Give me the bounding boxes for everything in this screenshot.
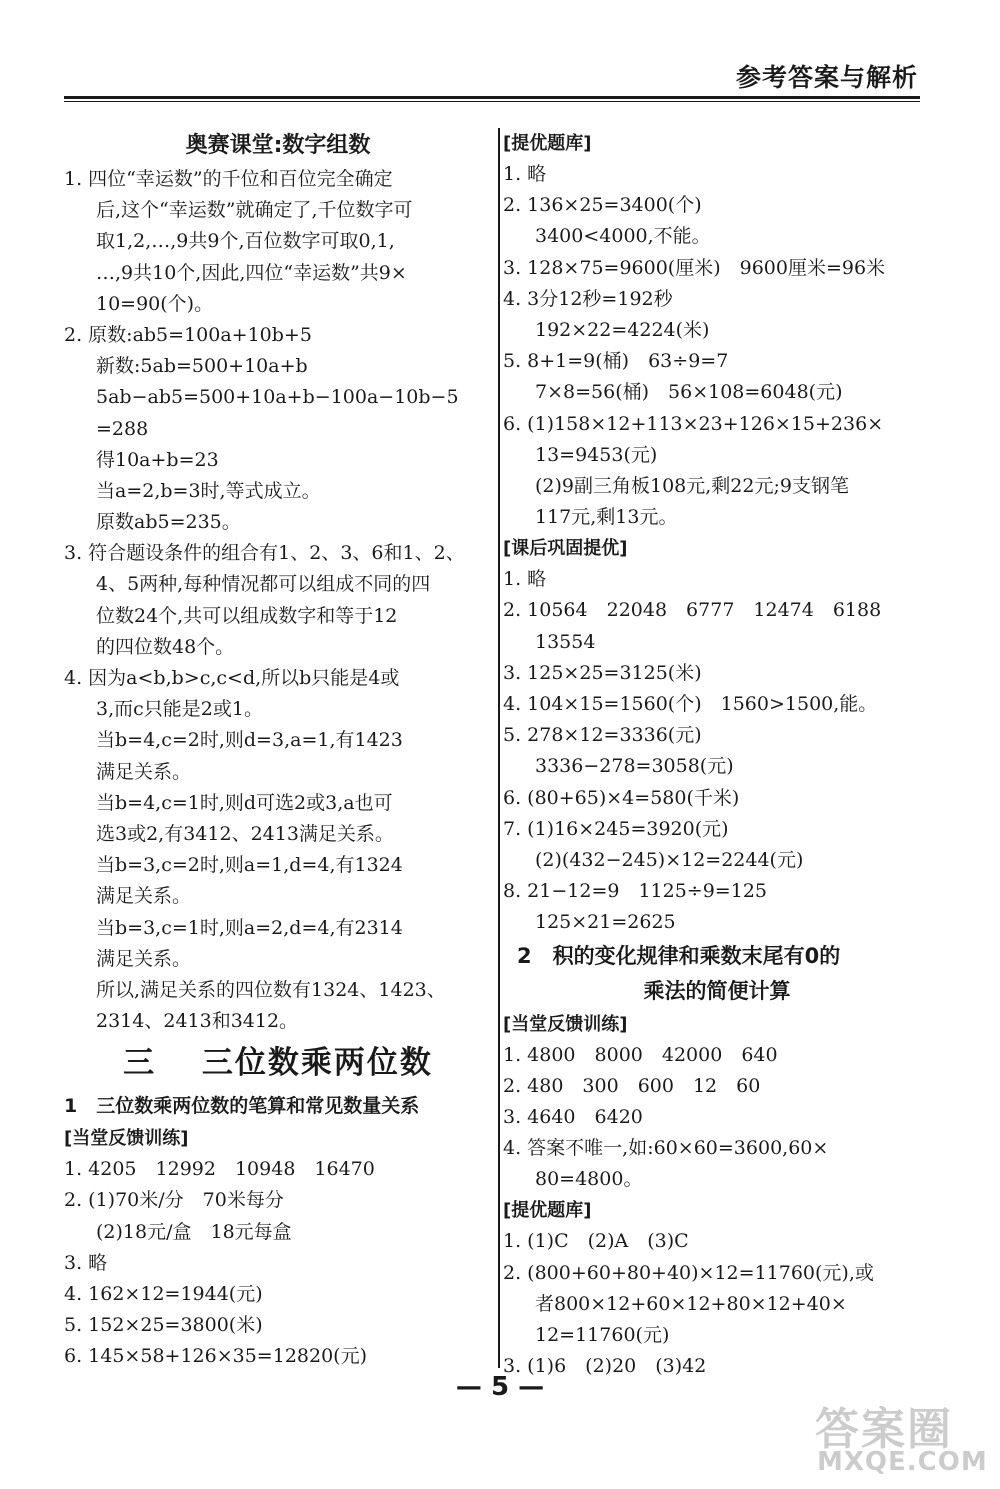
answer-line: 满足关系。 <box>96 760 192 783</box>
answer-line: 192×22=4224(米) <box>535 318 710 341</box>
answer-line: 新数:5ab=500+10a+b <box>96 355 308 378</box>
answer-line: 的四位数48个。 <box>96 635 235 658</box>
section-label-text: [课后巩固提优] <box>503 538 628 560</box>
section-label-text: [提优题库] <box>503 133 592 154</box>
answer-line: 1. (1)C (2)A (3)C <box>503 1230 689 1253</box>
answer-line: 满足关系。 <box>96 947 192 970</box>
left-column <box>64 128 492 1373</box>
answer-line: 所以,满足关系的四位数有1324、1423、 <box>96 978 446 1001</box>
answer-line: 当b=4,c=2时,则d=3,a=1,有1423 <box>96 729 403 752</box>
answer-line: 取1,2,…,9共9个,百位数字可取0,1, <box>96 230 395 253</box>
answer-line: 3. 128×75=9600(厘米) 9600厘米=96米 <box>503 256 886 279</box>
watermark-url: MXQE.COM <box>817 1447 988 1477</box>
answer-line: 1. 略 <box>503 163 547 185</box>
answer-line: 位数24个,共可以组成数字和等于12 <box>96 604 398 627</box>
answer-line: 后,这个“幸运数”就确定了,千位数字可 <box>96 199 413 222</box>
answer-line: 8. 21−12=9 1125÷9=125 <box>503 880 767 903</box>
page-number: — 5 — <box>455 1372 545 1402</box>
answer-line: 3. 符合题设条件的组合有1、2、3、6和1、2、 <box>64 542 465 565</box>
section-label <box>503 533 931 564</box>
answer-line: 2. 480 300 600 12 60 <box>503 1074 761 1097</box>
answer-line: 12=11760(元) <box>535 1324 670 1346</box>
section-title-cont: 乘法的简便计算 <box>643 978 791 1003</box>
answer-line: 1. 4205 12992 10948 16470 <box>64 1158 375 1181</box>
answer-line: 3. 125×25=3125(米) <box>503 661 702 684</box>
chapter-title: 三 三位数乘两位数 <box>123 1045 433 1082</box>
answer-line: 当a=2,b=3时,等式成立。 <box>96 479 321 502</box>
answer-line: 4. 因为a<b,b>c,c<d,所以b只能是4或 <box>64 667 400 689</box>
header-rule <box>64 96 920 99</box>
answer-line: 选3或2,有3412、2413满足关系。 <box>96 822 394 845</box>
answer-line: 3,而c只能是2或1。 <box>96 698 263 721</box>
answer-line: (2)(432−245)×12=2244(元) <box>535 848 804 871</box>
answer-line: 2. 原数:ab5=100a+10b+5 <box>64 323 312 346</box>
answer-line: 2. (1)70米/分 70米每分 <box>64 1189 284 1212</box>
answer-line: 13554 <box>535 630 596 653</box>
watermark <box>815 1393 988 1485</box>
section-label <box>503 1195 931 1226</box>
answer-line: 1. 四位“幸运数”的千位和百位完全确定 <box>64 168 393 190</box>
answer-line: 2. 136×25=3400(个) <box>503 194 702 217</box>
answer-line: 4. 3分12秒=192秒 <box>503 287 673 310</box>
answer-line: 5. 278×12=3336(元) <box>503 724 702 747</box>
answer-line: 2. (800+60+80+40)×12=11760(元),或 <box>503 1261 874 1284</box>
answer-line: 4. 答案不唯一,如:60×60=3600,60× <box>503 1137 829 1160</box>
section-label-text: [提优题库] <box>503 1200 592 1222</box>
answer-line: 117元,剩13元。 <box>535 506 678 529</box>
answer-line: 得10a+b=23 <box>96 448 219 471</box>
answer-line: 当b=3,c=2时,则a=1,d=4,有1324 <box>96 854 403 877</box>
answer-line: 当b=3,c=1时,则a=2,d=4,有2314 <box>96 916 403 939</box>
answer-line: 4. 104×15=1560(个) 1560>1500,能。 <box>503 693 878 715</box>
answer-line: 3400<4000,不能。 <box>535 225 711 248</box>
answer-line: 6. 145×58+126×35=12820(元) <box>64 1345 367 1368</box>
answer-line: 3. 4640 6420 <box>503 1105 643 1128</box>
answer-line: 3336−278=3058(元) <box>535 755 734 778</box>
answer-line: 当b=4,c=1时,则d可选2或3,a也可 <box>96 791 393 814</box>
right-column <box>503 128 931 1382</box>
answer-line: 3. 略 <box>64 1251 108 1274</box>
section-label-text: [当堂反馈训练] <box>503 1013 628 1035</box>
answer-line: (2)9副三角板108元,剩22元;9支钢笔 <box>535 474 849 497</box>
answer-line: 4、5两种,每种情况都可以组成不同的四 <box>96 573 431 596</box>
answer-line: …,9共10个,因此,四位“幸运数”共9× <box>96 261 407 284</box>
watermark-logo: 答案圈 <box>815 1404 953 1455</box>
answer-line: 原数ab5=235。 <box>96 511 241 534</box>
answer-line: 4. 162×12=1944(元) <box>64 1283 263 1305</box>
header-title: 参考答案与解析 <box>735 63 918 92</box>
answer-line: 10=90(个)。 <box>96 292 214 315</box>
header-rule-thin <box>64 101 920 102</box>
answer-line: 6. (1)158×12+113×23+126×15+236× <box>503 412 884 435</box>
answer-line: 5. 8+1=9(桶) 63÷9=7 <box>503 350 729 373</box>
answer-line: 者800×12+60×12+80×12+40× <box>535 1292 847 1315</box>
answer-line: (2)18元/盒 18元每盒 <box>96 1220 292 1243</box>
answer-line: 5. 152×25=3800(米) <box>64 1314 263 1337</box>
answer-line: 80=4800。 <box>535 1168 643 1191</box>
answer-line: 13=9453(元) <box>535 443 658 466</box>
answer-line: 1. 4800 8000 42000 640 <box>503 1043 778 1066</box>
section-title: 1 三位数乘两位数的笔算和常见数量关系 <box>64 1095 420 1118</box>
section-label <box>64 1123 492 1154</box>
answer-line: 125×21=2625 <box>535 911 676 934</box>
answer-line: 7. (1)16×245=3920(元) <box>503 817 729 840</box>
section-label-text: [当堂反馈训练] <box>64 1128 189 1150</box>
answer-line: 3. (1)6 (2)20 (3)42 <box>503 1355 707 1378</box>
answer-line: 5ab−ab5=500+10a+b−100a−10b−5 <box>96 386 459 409</box>
answer-line: 6. (80+65)×4=580(千米) <box>503 786 740 809</box>
section-label <box>503 1009 931 1040</box>
section-title: 2 积的变化规律和乘数末尾有0的 <box>517 943 841 968</box>
answer-line: 7×8=56(桶) 56×108=6048(元) <box>535 381 843 404</box>
olympiad-title: 奥赛课堂:数字组数 <box>185 133 371 158</box>
answer-line: =288 <box>96 417 149 440</box>
answer-line: 2. 10564 22048 6777 12474 6188 <box>503 599 882 622</box>
answer-line: 2314、2413和3412。 <box>96 1010 299 1033</box>
column-divider <box>498 128 500 1368</box>
answer-line: 满足关系。 <box>96 885 192 908</box>
section-label <box>503 128 931 159</box>
answer-line: 1. 略 <box>503 568 547 591</box>
